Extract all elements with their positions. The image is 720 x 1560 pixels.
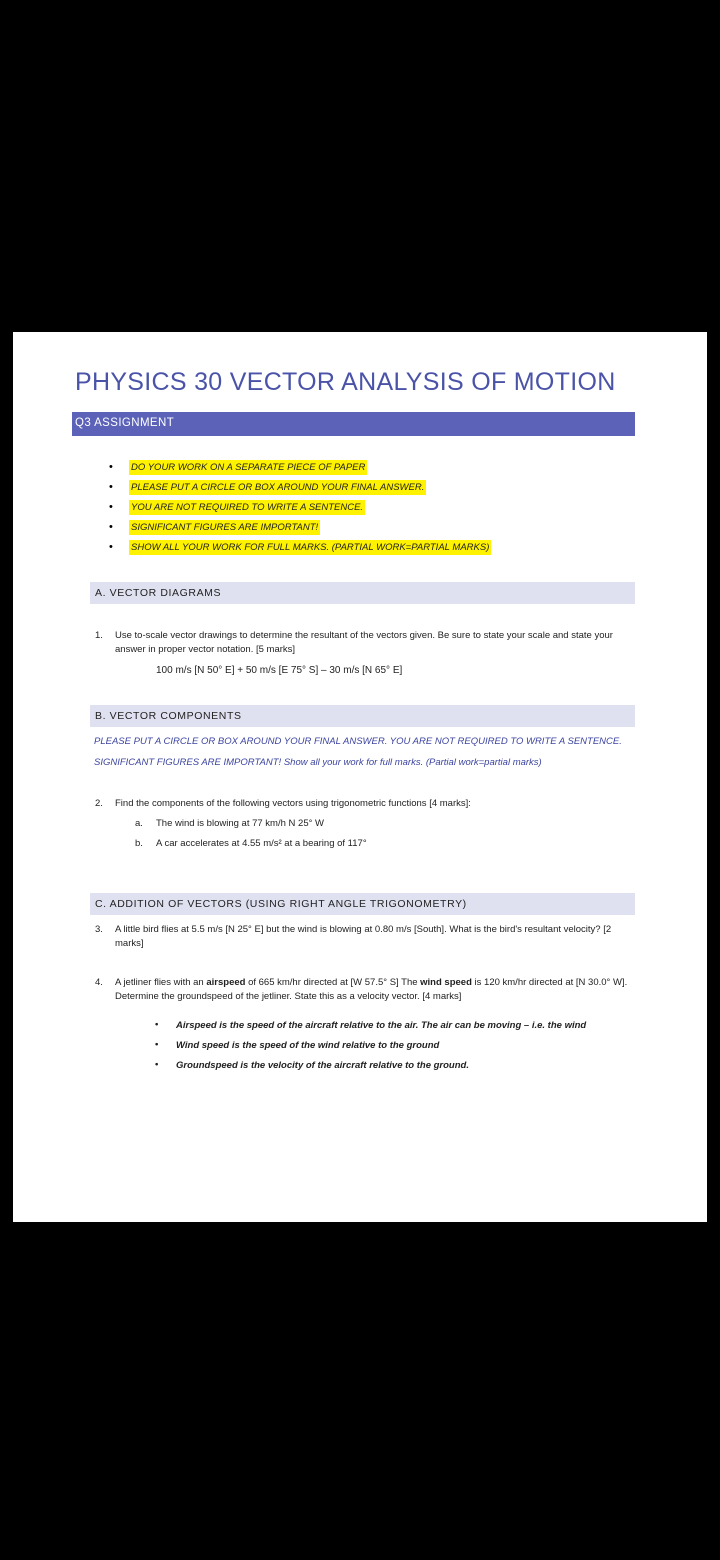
assignment-banner [72, 412, 635, 436]
instruction-text: SHOW ALL YOUR WORK FOR FULL MARKS. (PARTIAL WORK=PARTIAL MARKS) [131, 542, 490, 553]
bullet-icon: • [109, 501, 113, 513]
q3-number: 3. [95, 924, 103, 935]
document-page [13, 332, 707, 1222]
q4-number: 4. [95, 977, 103, 988]
banner-label: Q3 ASSIGNMENT [75, 417, 175, 429]
section-b-note-2: SIGNIFICANT FIGURES ARE IMPORTANT! Show all your work for full marks. (Partial work=partial marks) [94, 757, 542, 768]
section-c-header [90, 893, 635, 915]
section-b-note-1: PLEASE PUT A CIRCLE OR BOX AROUND YOUR FINAL ANSWER. YOU ARE NOT REQUIRED TO WRITE A SENTENCE. [94, 736, 622, 747]
q2-number: 2. [95, 798, 103, 809]
definition-airspeed [155, 1019, 587, 1031]
section-b-header [90, 705, 635, 727]
definition-windspeed [155, 1039, 440, 1051]
section-a-title: A. VECTOR DIAGRAMS [95, 587, 222, 599]
q4-airspeed-term: airspeed [206, 977, 246, 988]
q1-equation: 100 m/s [N 50° E] + 50 m/s [E 75° S] – 30 m/s [N 65° E] [156, 665, 403, 676]
instruction-text: PLEASE PUT A CIRCLE OR BOX AROUND YOUR FINAL ANSWER. [131, 482, 425, 493]
q4-text-part: of 665 km/hr directed at [W 57.5° S] The [245, 977, 421, 988]
bullet-icon: • [109, 541, 113, 553]
q4-text [115, 976, 630, 1004]
section-b-title: B. VECTOR COMPONENTS [95, 710, 242, 722]
q3-text: A little bird flies at 5.5 m/s [N 25° E] but the wind is blowing at 0.80 m/s [South]. What is the bird's resultant velocity? [2 marks] [115, 924, 612, 949]
q2-text: Find the components of the following vectors using trigonometric functions [4 marks]: [115, 798, 471, 809]
definition-text: Airspeed is the speed of the aircraft relative to the air. The air can be moving – i.e. the wind [176, 1020, 587, 1031]
definition-groundspeed [155, 1059, 469, 1071]
instruction-text: DO YOUR WORK ON A SEPARATE PIECE OF PAPER [131, 462, 366, 473]
instruction-text: SIGNIFICANT FIGURES ARE IMPORTANT! [131, 522, 319, 533]
bullet-icon: • [109, 481, 113, 493]
q4-text-part: is 120 km/hr directed at [N 30.0° W]. Determine the groundspeed of the jetliner. State this as a velocity vector. [4 marks] [115, 977, 628, 1002]
q2b-label: b. [135, 838, 143, 849]
q1-text: Use to-scale vector drawings to determine the resultant of the vectors given. Be sure to state your scale and state your answer in proper vector notation. [5 marks] [115, 630, 613, 655]
section-c-title: C. ADDITION OF VECTORS (USING RIGHT ANGLE TRIGONOMETRY) [95, 898, 467, 910]
bullet-icon: • [155, 1059, 159, 1070]
definition-text: Groundspeed is the velocity of the aircraft relative to the ground. [176, 1060, 469, 1071]
section-a-header [90, 582, 635, 604]
page-title: PHYSICS 30 VECTOR ANALYSIS OF MOTION [75, 368, 616, 396]
q4-windspeed-term: wind speed [420, 977, 472, 988]
definition-text: Wind speed is the speed of the wind relative to the ground [176, 1040, 440, 1051]
q2a-text: The wind is blowing at 77 km/h N 25° W [156, 818, 325, 829]
q2b-text: A car accelerates at 4.55 m/s² at a bearing of 117° [156, 838, 367, 849]
bullet-icon: • [155, 1019, 159, 1030]
q1-number: 1. [95, 630, 103, 641]
bullet-icon: • [109, 521, 113, 533]
q4-text-part: A jetliner flies with an [115, 977, 207, 988]
bullet-icon: • [155, 1039, 159, 1050]
instruction-text: YOU ARE NOT REQUIRED TO WRITE A SENTENCE. [131, 502, 364, 513]
q2a-label: a. [135, 818, 143, 829]
bullet-icon: • [109, 461, 113, 473]
